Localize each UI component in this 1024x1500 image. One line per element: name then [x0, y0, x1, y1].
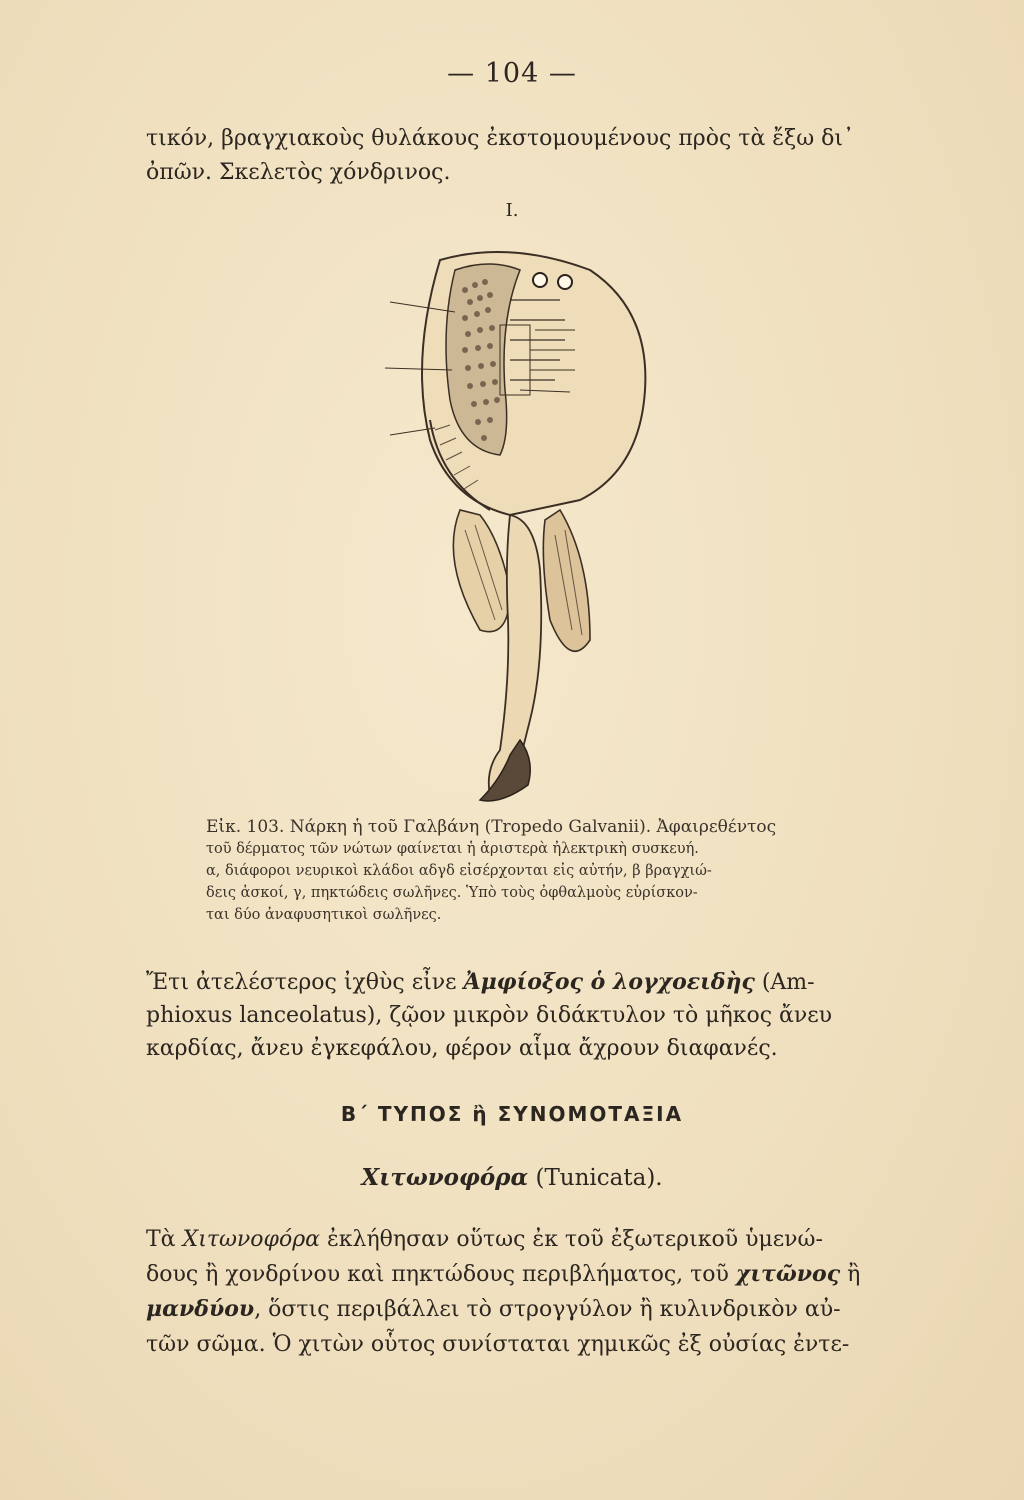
text-line: καρδίας, ἄνευ ἐγκεφάλου, φέρον αἷμα ἄχρουν διαφανές. — [146, 1036, 778, 1061]
subheading-greek: Χιτωνοφόρα — [361, 1164, 529, 1191]
text-run: (Am- — [754, 970, 815, 995]
page-number: — 104 — — [447, 58, 577, 89]
text-run: Ἔτι ἀτελέστερος ἰχθὺς εἶνε — [146, 970, 464, 995]
text-line: phioxus lanceolatus), ζῷον μικρὸν διδάκτυλον τὸ μῆκος ἄνευ — [146, 1003, 833, 1028]
caption-line: Εἰκ. 103. Νάρκη ἡ τοῦ Γαλβάνη (Tropedo Galvanii). Ἀφαιρεθέντος — [206, 817, 777, 837]
text-run: ἢ — [840, 1262, 861, 1287]
figure-caption — [206, 816, 862, 926]
text-line — [146, 1292, 906, 1327]
figure-label: I. — [505, 200, 519, 221]
text-line — [146, 1222, 906, 1257]
section-heading: Β΄ ΤΥΠΟΣ ἢ ΣΥΝΟΜΟΤΑΞΙΑ — [340, 1102, 684, 1126]
text-line — [146, 1257, 906, 1292]
amphioxus-paragraph — [146, 966, 906, 1065]
text-line: τῶν σῶμα. Ὁ χιτὼν οὗτος συνίσταται χημικῶς ἐξ οὐσίας ἐντε- — [146, 1332, 850, 1357]
torpedo-ray-illustration — [360, 240, 660, 820]
tunicata-paragraph — [146, 1222, 906, 1362]
term: μανδύου — [146, 1296, 255, 1322]
text-line: ὀπῶν. Σκελετὸς χόνδρινος. — [146, 160, 451, 185]
term: Χιτωνοφόρα — [182, 1227, 320, 1252]
text-line: τικόν, βραγχιακοὺς θυλάκους ἐκστομουμένους πρὸς τὰ ἔξω δι᾽ — [146, 126, 855, 151]
caption-line: α, διάφοροι νευρικοὶ κλάδοι αδγδ εἰσέρχονται εἰς αὐτήν, β βραγχιώ- — [206, 863, 712, 879]
species-name: Ἀμφίοξος ὁ λογχοειδὴς — [463, 969, 755, 995]
text-line — [146, 966, 906, 999]
section-subheading — [0, 1164, 1024, 1191]
subheading-latin: (Tunicata). — [528, 1165, 663, 1191]
caption-line: δεις ἀσκοί, γ, πηκτώδεις σωλῆνες. Ὑπὸ τοὺς ὀφθαλμοὺς εὑρίσκον- — [206, 885, 698, 901]
caption-line: ται δύο ἀναφυσητικοὶ σωλῆνες. — [206, 907, 442, 923]
text-run: , ὅστις περιβάλλει τὸ στρογγύλον ἢ κυλινδρικὸν αὐ- — [254, 1297, 841, 1322]
text-run: ἐκλήθησαν οὕτως ἐκ τοῦ ἐξωτερικοῦ ὑμενώ- — [320, 1227, 823, 1252]
text-run: δους ἢ χονδρίνου καὶ πηκτώδους περιβλήματος, τοῦ — [146, 1262, 736, 1287]
term: χιτῶνος — [735, 1261, 841, 1287]
intro-paragraph — [146, 122, 906, 190]
text-run: Τὰ — [146, 1227, 183, 1252]
caption-line: τοῦ δέρματος τῶν νώτων φαίνεται ἡ ἀριστερὰ ἠλεκτρικὴ συσκευή. — [206, 841, 699, 857]
